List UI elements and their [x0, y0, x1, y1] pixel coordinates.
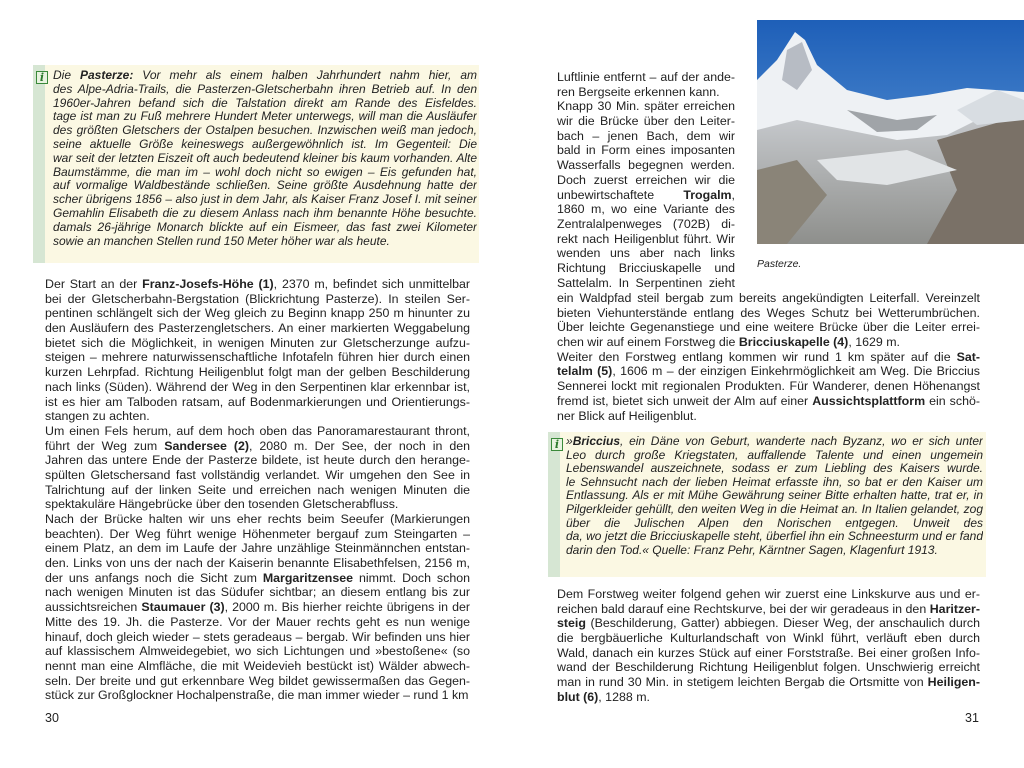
text-line	[45, 395, 470, 410]
text-run: den Ausläufern des Pasterzengletschers. An einer markierten Weggabelung	[45, 321, 470, 336]
text-line	[557, 99, 735, 114]
info-box-pasterze-text	[53, 69, 477, 248]
info-box-briccius-text	[566, 435, 983, 557]
text-run: Jahren das untere Ende der Pasterze bildete, ist heute durch den herange-	[45, 453, 470, 468]
text-line	[557, 394, 980, 409]
text-run: des Alpe-Adria-Trails, die Pasterzen-Gletscherbahn ihren Betrieb auf. In den	[53, 82, 477, 96]
text-line	[53, 138, 477, 152]
text-line	[45, 306, 470, 321]
text-line	[557, 129, 735, 144]
text-line	[566, 517, 983, 531]
text-line	[45, 659, 470, 674]
text-line	[45, 556, 470, 571]
text-line	[45, 439, 470, 454]
text-run: aussichtsreichen	[45, 600, 142, 615]
text-line	[53, 110, 477, 124]
text-line	[557, 158, 735, 173]
text-line	[45, 512, 470, 527]
bold-term: blut (6)	[557, 689, 599, 704]
text-run: nimmt. Doch schon	[353, 570, 470, 585]
bold-term: Bricciuskapelle (4)	[738, 335, 849, 350]
info-box-stripe	[33, 65, 45, 263]
text-line	[557, 587, 980, 602]
text-run: , 1606 m – der einzigen Einkehrmöglichkeit am Weg. Die Briccius	[612, 364, 980, 379]
text-run: Knapp 30 Min. später erreichen	[557, 99, 735, 114]
text-run: wand der Beschilderung Richtung Heiligenblut folgen. Unschwierig erreicht	[557, 660, 980, 675]
text-line	[557, 246, 735, 261]
bold-term: steig	[557, 616, 586, 631]
text-line	[557, 409, 980, 424]
text-line	[557, 114, 735, 129]
text-run: Wald, danach ein kurzes Stück auf einer Forststraße. Bei einer großen Info-	[557, 645, 980, 660]
bold-term: Sandersee (2)	[164, 438, 249, 453]
text-run: Richtung Bricciuskapelle und	[557, 260, 735, 275]
text-line	[557, 202, 735, 217]
bold-term: Franz-Josefs-Höhe (1)	[142, 277, 274, 291]
text-line	[557, 646, 980, 661]
text-run: wenden uns aber nach links	[557, 246, 735, 261]
text-run: pentinen schlängelt sich der Weg gleich zu Beginn knapp 250 m hinunter zu	[45, 306, 470, 321]
text-run: die bergbäuerliche Kulturlandschaft von Winkl führt, verläuft eben durch	[557, 631, 980, 646]
text-line	[45, 468, 470, 483]
text-line	[557, 85, 735, 100]
text-run: da, wo jetzt die Bricciuskapelle steht, überfiel ihn ein Schneesturm und er fand	[566, 530, 983, 544]
text-run: , ein Däne von Geburt, wanderte nach Byzanz, wo er sich unter	[620, 435, 983, 448]
text-run: le Sehnsucht nach der lieben Heimat erfasste ihn, so bat er den Kaiser um	[566, 475, 983, 489]
text-run: Baumstämme, die man im – wohl doch nicht so ewigen – Eis gefunden hat,	[53, 165, 477, 179]
text-run: , 1288 m.	[598, 689, 650, 704]
text-line	[566, 462, 983, 476]
text-run: (Beschilderung, Gatter) abbiegen. Dieser Weg, der anschaulich durch	[585, 616, 980, 631]
right-narrow-column-text	[557, 70, 735, 290]
text-run: unbewirtschaftete	[557, 187, 684, 202]
text-line	[566, 489, 983, 503]
text-line	[566, 503, 983, 517]
text-run: ein schö-	[925, 393, 980, 408]
text-line	[557, 173, 735, 188]
text-line	[557, 364, 980, 379]
text-run: Zentralalpenweges (702B) di-	[557, 216, 735, 231]
text-line	[45, 409, 470, 424]
text-run: war seit der letzten Eiszeit oft auch bedeutend kleiner bis kaum vorhanden. Alte	[53, 151, 477, 165]
text-line	[45, 292, 470, 307]
text-run: , 1629 m.	[848, 335, 900, 350]
text-line	[557, 335, 980, 350]
text-run: Lebenswandel auszeichnete, sodass er zum Liebling des Kaisers wurde.	[566, 462, 983, 476]
text-run: Leo durch große Kriegstaten, auffallende Talente und einen ungemein	[566, 448, 983, 462]
info-icon: i	[551, 438, 563, 451]
text-run: ren Bergseite erkennen kann.	[557, 84, 720, 99]
text-line	[557, 306, 980, 321]
text-line	[53, 69, 477, 83]
text-run: spektakuläre Hängebrücke über den tosenden Gletscherabfluss.	[45, 497, 399, 512]
bold-term: Trogalm	[683, 187, 732, 202]
text-run: steigen – mehrere naturwissenschaftliche Infotafeln führen hier durch einen	[45, 350, 470, 365]
text-line	[53, 207, 477, 221]
bold-term: Haritzer-	[929, 601, 980, 616]
text-run: 1960er-Jahren befand sich die Talstation direkt am Rande des Eisfeldes.	[53, 96, 477, 110]
text-line	[45, 380, 470, 395]
text-run: Wasserfalls begegnen werden.	[557, 158, 735, 173]
text-run: Sattelalm. In Serpentinen zieht	[557, 275, 735, 290]
text-line	[45, 644, 470, 659]
text-run: nach wenigen Minuten ist das Südufer sichtbar; an diesem entlang bis zur	[45, 585, 470, 600]
text-run: Nach der Brücke halten wir uns eher rechts beim Seeufer (Markierungen	[45, 512, 470, 526]
text-line	[45, 615, 470, 630]
text-run: darin den Tod.« Quelle: Franz Pehr, Kärntner Sagen, Klagenfurt 1913.	[566, 543, 938, 557]
text-run: einem Platz, an dem im Laufe der Jahre unzählige Steinmännchen entstan-	[45, 541, 470, 556]
text-run: Sennerei lockt mit regionalen Produkten. Für Wanderer, denen Höhenangst	[557, 379, 980, 394]
text-line	[53, 235, 477, 249]
text-line	[557, 276, 735, 291]
text-run: des größten Gletschers der Ostalpen besuchen. Inzwischen weiß man jedoch,	[53, 124, 477, 138]
text-run: ,	[731, 187, 735, 202]
page-number-left: 30	[45, 711, 59, 725]
text-run: »	[566, 435, 573, 448]
text-run: bald in Form eines imposanten	[557, 143, 735, 158]
text-line	[557, 70, 735, 85]
text-run: chen wir auf einem Forstweg die	[557, 335, 739, 350]
text-line	[557, 320, 980, 335]
text-run: sowie an manchen Stellen rund 150 Meter höher war als heute.	[53, 234, 390, 248]
text-run: Dem Forstweg weiter folgend gehen wir zuerst eine Linkskurve aus und er-	[557, 587, 980, 601]
text-run: man in rund 30 Min. in stetigem leichten Bergab die Ortsmitte von	[557, 675, 928, 690]
text-line	[557, 602, 980, 617]
text-run: Weiter den Forstweg entlang kommen wir rund 1 km später auf die	[557, 349, 957, 364]
text-run: stück zur Großglockner Hochalpenstraße, die man immer wieder – rund 1 km	[45, 688, 469, 703]
text-line	[557, 261, 735, 276]
text-run: Der Start an der	[45, 277, 143, 291]
text-run: bach – jenen Bach, dem wir	[557, 128, 735, 143]
bold-term: Aussichtsplattform	[812, 393, 926, 408]
text-run: tage ist man zu Fuß mehrere Hundert Meter unterwegs, will man die Ausläufer	[53, 110, 477, 124]
text-run: Luftlinie entfernt – auf der ande-	[557, 70, 735, 84]
text-run: 1860 m, wo eine Variante des	[557, 202, 735, 217]
text-line	[45, 497, 470, 512]
text-line	[45, 527, 470, 542]
text-run: ner Blick auf Heiligenblut.	[557, 408, 697, 423]
text-line	[45, 688, 470, 703]
text-line	[566, 449, 983, 463]
bold-term: Sat-	[956, 349, 980, 364]
text-line	[53, 152, 477, 166]
text-run: ist es hier am Talboden ratsam, auf Bodenmarkierungen und Orientierungs-	[45, 394, 470, 409]
text-line	[557, 675, 980, 690]
bold-term: Margaritzensee	[262, 570, 354, 585]
text-line	[45, 674, 470, 689]
text-run: Doch zuerst erreichen wir die	[557, 172, 735, 187]
text-line	[557, 690, 980, 705]
text-line	[45, 365, 470, 380]
bold-term: Staumauer (3)	[141, 600, 225, 615]
text-line	[45, 571, 470, 586]
text-run: reichen bald darauf eine Rechtskurve, bei der wir geradeaus in den	[557, 601, 930, 616]
page-number-right: 31	[965, 711, 979, 725]
bold-term: Heiligen-	[927, 675, 980, 690]
text-run: seine aktuelle Größe keineswegs außergewöhnlich ist. Im Gegenteil: Die	[53, 137, 477, 151]
text-run: Vor mehr als einem halben Jahrhundert nahm hier, am	[142, 69, 477, 82]
text-run: Gemahlin Elisabeth die zu diesem Anlass nach ihm benannte Höhe besuchte.	[53, 206, 477, 220]
photo-caption: Pasterze.	[757, 258, 802, 270]
text-run: damals 26-jährige Monarch blickte auf ein Eismeer, das fast zwei Kilometer	[53, 220, 477, 234]
text-line	[53, 221, 477, 235]
text-line	[566, 530, 983, 544]
text-line	[45, 453, 470, 468]
left-page-body-text	[45, 277, 470, 703]
text-line	[557, 350, 980, 365]
text-run: stangen zu achten.	[45, 409, 150, 424]
text-run: scher übrigens 1856 – also just in dem Jahr, als Kaiser Franz Josef I. mit seiner	[53, 193, 477, 207]
text-line	[557, 217, 735, 232]
text-line	[557, 188, 735, 203]
text-run: den. Links von uns der nach der Kaiserin benannte Elisabethfelsen, 2156 m,	[45, 556, 470, 571]
text-run: führt der Weg zum	[45, 438, 165, 453]
text-run: , 2000 m. Bis hierher reichte übrigens in der	[224, 600, 470, 615]
text-line	[45, 585, 470, 600]
text-run: seln. Der breite und gut erkennbare Weg bildet gewissermaßen das Gegen-	[45, 673, 470, 688]
text-run: spülten Gletschersand fast vollständig verlandet. Wir umgehen den See in	[45, 467, 470, 482]
text-run: Talrichtung auf der linken Seite und erreichen nach wenigen Minuten die	[45, 482, 470, 497]
text-line	[53, 97, 477, 111]
text-run: bieten Viehunterstände entlang des Weges Schutz bei Wetterumbrüchen.	[557, 305, 980, 320]
text-run: , 2370 m, befindet sich unmittelbar	[273, 277, 470, 291]
text-line	[557, 143, 735, 158]
text-run: rekt nach Heiligenblut führt. Wir	[557, 231, 735, 246]
info-icon: i	[36, 71, 48, 84]
text-line	[45, 483, 470, 498]
text-run: Über leichte Gegenanstiege und eine weitere Brücke über die Leiter errei-	[557, 320, 980, 335]
text-line	[45, 424, 470, 439]
text-line	[53, 193, 477, 207]
text-line	[557, 660, 980, 675]
text-run: hinauf, doch gleich wieder – stets geradeaus – bergab. Wir befinden uns hier	[45, 629, 470, 644]
text-run: Entlassung. Als er mit Mühe Gewährung seiner Bitte erhalten hatte, trat er, in	[566, 489, 983, 503]
text-run: nennt man eine Almfläche, die mit Weidevieh bestückt ist) Wälder abwech-	[45, 658, 470, 673]
right-bottom-text	[557, 587, 980, 705]
bold-term: Briccius	[572, 435, 621, 448]
text-line	[45, 336, 470, 351]
text-run: Die	[53, 69, 80, 82]
text-line	[557, 232, 735, 247]
text-run: beachten). Der Weg führt wenige Höhenmeter bergauf zum Steingarten –	[45, 526, 470, 541]
text-line	[557, 631, 980, 646]
right-wide-text	[557, 291, 980, 423]
text-run: , 2080 m. Der See, der noch in den	[249, 438, 470, 453]
text-run: nach links (Süden). Während der Weg in den Serpentinen klar erkennbar ist,	[45, 379, 470, 394]
pasterze-glacier-photo	[757, 20, 1024, 244]
info-box-stripe	[548, 432, 560, 577]
text-run: ein Waldpfad steil bergab zum bereits angekündigten Leiterfall. Vereinzelt	[557, 291, 980, 305]
text-line	[566, 544, 983, 558]
text-line	[557, 379, 980, 394]
text-run: bei der Gletscherbahn-Bergstation (Blickrichtung Pasterze). In steilen Ser-	[45, 291, 470, 306]
bold-term: telalm (5)	[557, 364, 613, 379]
text-line	[45, 350, 470, 365]
text-line	[45, 541, 470, 556]
text-run: auf vormalige Waldbestände schließen. Seine größte Ausdehnung hatte der	[53, 179, 477, 193]
text-line	[566, 476, 983, 490]
text-run: der uns anfangs noch die Sicht zum	[45, 570, 263, 585]
text-run: auf klassischem Almweidegebiet, wo sich Lichtungen und »bestoßene« (so	[45, 644, 470, 659]
text-run: bietet sich die Möglichkeit, in wenigen Minuten zur Gletscherzunge aufzu-	[45, 335, 470, 350]
text-run: kurzen Lehrpfad. Richtung Heiligenblut folgt man der gelben Beschilderung	[45, 365, 470, 380]
text-run: wir die Brücke über den Leiter-	[557, 114, 735, 129]
text-line	[45, 321, 470, 336]
text-run: Pilgerkleider gehüllt, den weiten Weg in die Heimat an. In Italien gelandet, zog	[566, 502, 983, 516]
text-line	[557, 291, 980, 306]
text-line	[45, 277, 470, 292]
text-line	[53, 166, 477, 180]
text-line	[566, 435, 983, 449]
text-run: über die Julischen Alpen den Norischen entgegen. Unweit des	[566, 516, 983, 530]
text-line	[45, 600, 470, 615]
text-line	[53, 124, 477, 138]
text-run: Um einen Fels herum, auf dem hoch oben das Panoramarestaurant thront,	[45, 423, 470, 438]
text-run: fremd ist, bietet sich unweit der Alm auf einer	[557, 393, 813, 408]
text-line	[53, 179, 477, 193]
text-line	[557, 616, 980, 631]
text-run: Mitte des 19. Jh. die Pasterze. Vor der Mauer rechts geht es nun wenige	[45, 614, 470, 629]
bold-term: Pasterze:	[79, 69, 134, 82]
text-line	[45, 630, 470, 645]
text-line	[53, 83, 477, 97]
